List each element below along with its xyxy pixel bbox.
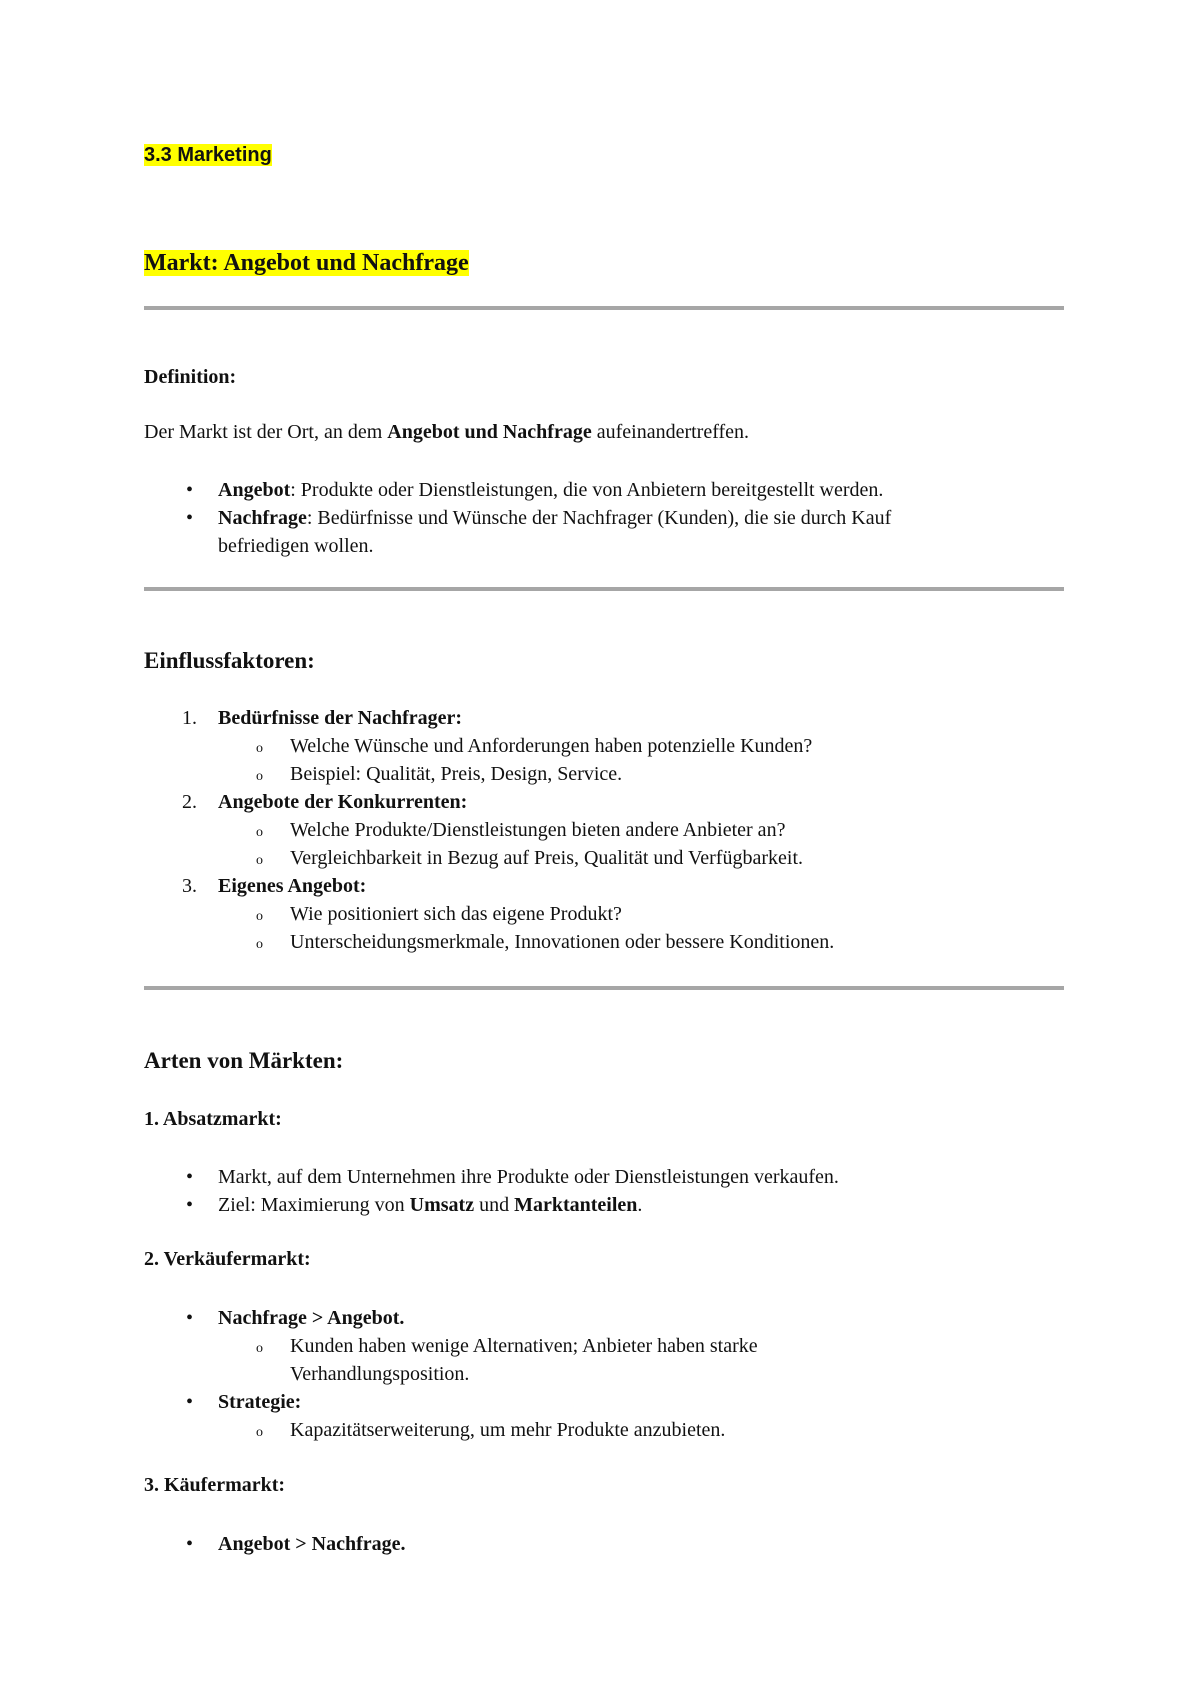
numbered-item-label: Bedürfnisse der Nachfrager: xyxy=(218,707,463,729)
sub-item-text: Kapazitätserweiterung, um mehr Produkte anzubieten. xyxy=(290,1419,726,1441)
bullet-icon: • xyxy=(186,1391,194,1413)
definition-text xyxy=(144,421,749,444)
bullet-icon: • xyxy=(186,1307,194,1329)
verkaeufermarkt-heading: 2. Verkäufermarkt: xyxy=(144,1248,311,1270)
list-item-term: Angebot xyxy=(218,479,291,501)
page-title xyxy=(144,250,469,277)
bullet-icon: • xyxy=(186,1194,194,1216)
sub-item xyxy=(256,900,622,928)
bullet-icon: • xyxy=(186,507,194,529)
list-item-text: . xyxy=(637,1194,643,1216)
circle-bullet-icon: o xyxy=(256,1341,263,1356)
list-item xyxy=(186,476,884,504)
list-item-bold: Marktanteilen xyxy=(514,1194,638,1216)
list-item xyxy=(186,504,892,532)
sub-item xyxy=(256,760,623,788)
sub-item-text: Unterscheidungsmerkmale, Innovationen oder bessere Konditionen. xyxy=(290,931,835,953)
circle-bullet-icon: o xyxy=(256,937,263,952)
item-number: 3. xyxy=(182,875,197,897)
list-item-continuation: befriedigen wollen. xyxy=(218,535,374,557)
list-item-bold: Umsatz xyxy=(409,1194,475,1216)
circle-bullet-icon: o xyxy=(256,741,263,756)
bullet-icon: • xyxy=(186,1166,194,1188)
page-title-text: Markt: Angebot und Nachfrage xyxy=(144,250,469,276)
definition-text-bold: Angebot und Nachfrage xyxy=(387,421,592,443)
sub-item xyxy=(256,1416,726,1444)
numbered-item-label: Eigenes Angebot: xyxy=(218,875,367,897)
horizontal-rule xyxy=(144,306,1064,310)
definition-text-pre: Der Markt ist der Ort, an dem xyxy=(144,421,388,443)
list-item xyxy=(186,1388,302,1416)
bullet-icon: • xyxy=(186,1533,194,1555)
horizontal-rule xyxy=(144,986,1064,990)
sub-item xyxy=(256,1332,758,1360)
sub-item-text: Vergleichbarkeit in Bezug auf Preis, Qualität und Verfügbarkeit. xyxy=(290,847,803,869)
arten-heading: Arten von Märkten: xyxy=(144,1048,344,1073)
sub-item-text: Wie positioniert sich das eigene Produkt? xyxy=(290,903,622,925)
circle-bullet-icon: o xyxy=(256,769,263,784)
einflussfaktoren-heading: Einflussfaktoren: xyxy=(144,648,315,673)
list-item xyxy=(186,1304,405,1332)
sub-item-text: Kunden haben wenige Alternativen; Anbieter haben starke xyxy=(290,1335,758,1357)
list-item-text: : Bedürfnisse und Wünsche der Nachfrager (Kunden), die sie durch Kauf xyxy=(306,507,892,529)
list-item-term: Nachfrage xyxy=(218,507,307,529)
sub-item xyxy=(256,928,835,956)
sub-item-continuation: Verhandlungsposition. xyxy=(290,1363,470,1385)
definition-heading: Definition: xyxy=(144,366,237,388)
list-item-bold: Nachfrage > Angebot. xyxy=(218,1307,405,1329)
sub-item xyxy=(256,816,786,844)
section-label-text: 3.3 Marketing xyxy=(144,144,272,166)
list-item xyxy=(186,1530,406,1558)
circle-bullet-icon: o xyxy=(256,909,263,924)
list-item-bold: Strategie: xyxy=(218,1391,302,1413)
numbered-item xyxy=(182,704,463,732)
sub-item xyxy=(256,732,813,760)
kaeufermarkt-heading: 3. Käufermarkt: xyxy=(144,1474,286,1496)
bullet-icon: • xyxy=(186,479,194,501)
sub-item-text: Welche Produkte/Dienstleistungen bieten andere Anbieter an? xyxy=(290,819,786,841)
sub-item xyxy=(256,844,803,872)
absatzmarkt-heading: 1. Absatzmarkt: xyxy=(144,1108,282,1130)
numbered-item xyxy=(182,872,367,900)
list-item-text: : Produkte oder Dienstleistungen, die von Anbietern bereitgestellt werden. xyxy=(290,479,884,501)
list-item-text: Markt, auf dem Unternehmen ihre Produkte oder Dienstleistungen verkaufen. xyxy=(218,1166,839,1188)
section-label xyxy=(144,144,272,167)
item-number: 2. xyxy=(182,791,197,813)
definition-text-post: aufeinandertreffen. xyxy=(591,421,750,443)
circle-bullet-icon: o xyxy=(256,853,263,868)
list-item xyxy=(186,1191,643,1219)
list-item-text: und xyxy=(474,1194,515,1216)
sub-item-text: Beispiel: Qualität, Preis, Design, Service. xyxy=(290,763,623,785)
list-item xyxy=(186,1163,839,1191)
circle-bullet-icon: o xyxy=(256,1425,263,1440)
horizontal-rule xyxy=(144,587,1064,591)
item-number: 1. xyxy=(182,707,197,729)
numbered-item-label: Angebote der Konkurrenten: xyxy=(218,791,468,813)
list-item-bold: Angebot > Nachfrage. xyxy=(218,1533,406,1555)
numbered-item xyxy=(182,788,468,816)
list-item-text: Ziel: Maximierung von xyxy=(218,1194,410,1216)
sub-item-text: Welche Wünsche und Anforderungen haben potenzielle Kunden? xyxy=(290,735,813,757)
circle-bullet-icon: o xyxy=(256,825,263,840)
